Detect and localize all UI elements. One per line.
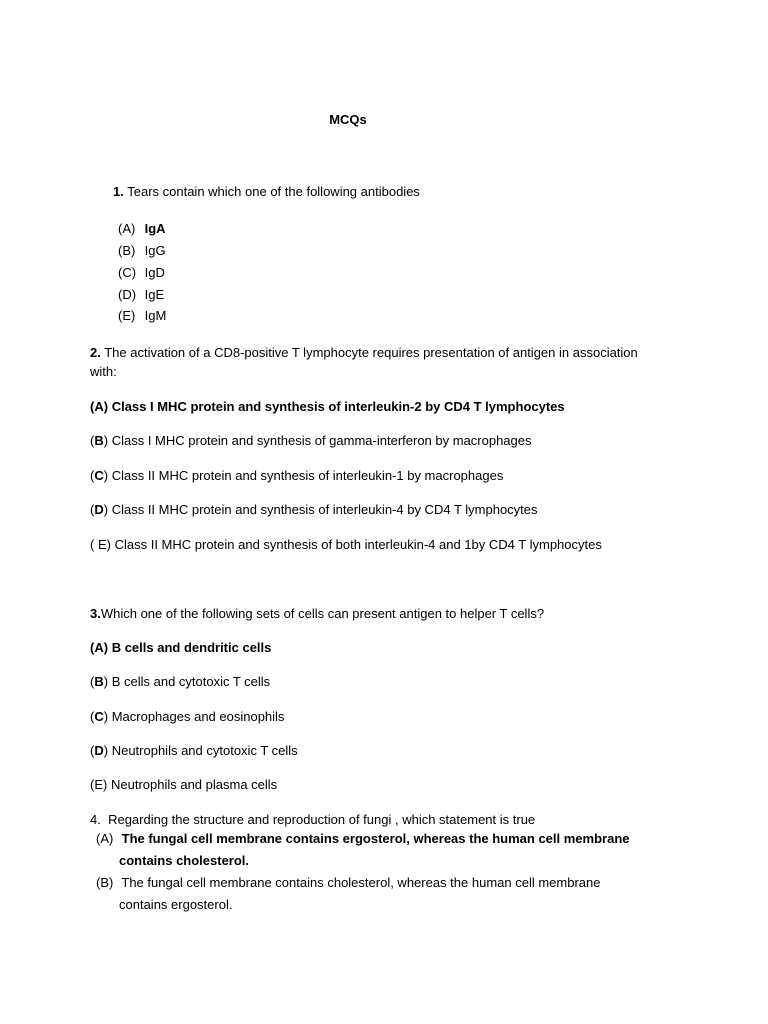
q2-option-b: (B) Class I MHC protein and synthesis of gamma-interferon by macrophages	[90, 433, 532, 448]
q1-option-a: (A) IgA	[118, 221, 166, 236]
q1-option-e: (E) IgM	[118, 308, 167, 323]
q4-option-b-continued: contains ergosterol.	[119, 897, 233, 912]
q2-option-a: (A) Class I MHC protein and synthesis of interleukin-2 by CD4 T lymphocytes	[90, 399, 565, 414]
q3-option-d: (D) Neutrophils and cytotoxic T cells	[90, 743, 298, 758]
question-2-continued: with:	[90, 364, 117, 379]
question-text: Tears contain which one of the following antibodies	[127, 184, 420, 199]
q4-option-a-continued: contains cholesterol.	[119, 853, 250, 868]
question-number: 1.	[113, 184, 124, 199]
q2-option-d: (D) Class II MHC protein and synthesis of interleukin-4 by CD4 T lymphocytes	[90, 502, 538, 517]
question-text: Regarding the structure and reproduction of fungi , which statement is true	[108, 812, 536, 827]
q2-option-c: (C) Class II MHC protein and synthesis of interleukin-1 by macrophages	[90, 468, 504, 483]
q2-option-e: ( E) Class II MHC protein and synthesis of both interleukin-4 and 1by CD4 T lymphocytes	[90, 537, 602, 552]
question-text: The activation of a CD8-positive T lymphocyte requires presentation of antigen in association	[104, 345, 638, 360]
question-2	[90, 345, 638, 361]
question-1	[113, 184, 420, 200]
q1-option-c: (C) IgD	[118, 265, 165, 280]
q3-option-a: (A) B cells and dendritic cells	[90, 640, 272, 655]
question-text: Which one of the following sets of cells can present antigen to helper T cells?	[100, 606, 545, 621]
q1-option-b: (B) IgG	[118, 243, 166, 258]
page-title: MCQs	[329, 112, 367, 127]
q1-option-d: (D) IgE	[118, 287, 165, 302]
q3-option-e: (E) Neutrophils and plasma cells	[90, 777, 278, 792]
q4-option-b: (B) The fungal cell membrane contains cholesterol, whereas the human cell membrane	[96, 875, 601, 890]
question-4	[90, 812, 535, 828]
question-number: 2.	[90, 345, 101, 360]
q4-option-a: (A) The fungal cell membrane contains ergosterol, whereas the human cell membrane	[96, 831, 630, 846]
q3-option-c: (C) Macrophages and eosinophils	[90, 709, 285, 724]
question-number: 3.	[90, 606, 101, 621]
q3-option-b: (B) B cells and cytotoxic T cells	[90, 674, 271, 689]
question-3	[90, 606, 544, 622]
question-number: 4.	[90, 812, 101, 827]
